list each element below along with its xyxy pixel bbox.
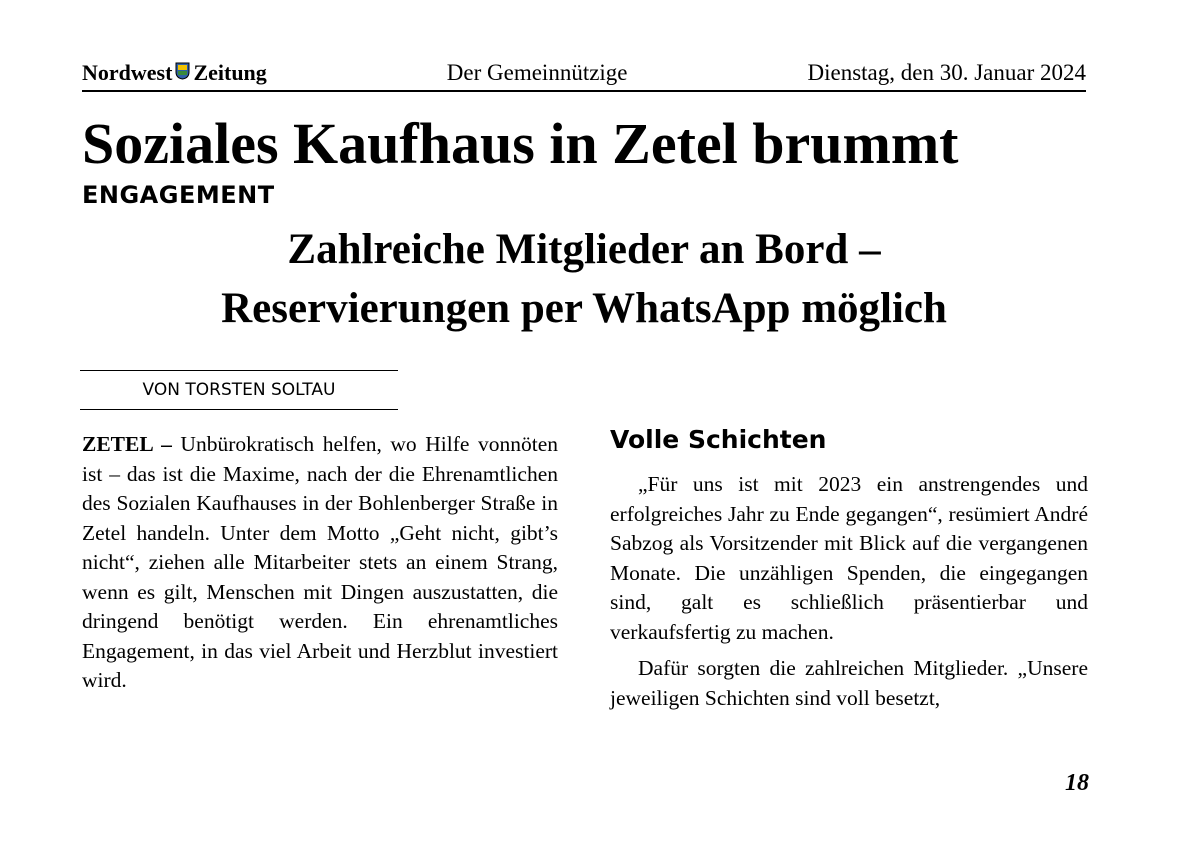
- crest-icon: [175, 60, 190, 86]
- body-paragraph: Dafür sorgten die zahlreichen Mitglieder. „Unsere jeweiligen Schichten sind voll besetzt,: [610, 656, 1088, 710]
- newspaper-logo: [82, 60, 267, 86]
- section-heading: Volle Schichten: [610, 425, 827, 454]
- byline-text: VON TORSTEN SOLTAU: [142, 380, 336, 400]
- body-paragraph: „Für uns ist mit 2023 ein anstrengendes und erfolgreiches Jahr zu Ende gegangen“, resümiert André Sabzog als Vorsitzender mit Blick auf die vergangenen Monate. Die unzähligen Spenden, die eingegangen sind, galt es schließlich präsentierbar und verkaufsfertig zu machen.: [610, 472, 1088, 644]
- kicker: ENGAGEMENT: [82, 181, 275, 209]
- subhead-line-1: Zahlreiche Mitglieder an Bord –: [287, 226, 881, 273]
- lead-text: Unbürokratisch helfen, wo Hilfe vonnöten ist – das ist die Maxime, nach der die Ehrenamtlichen des Sozialen Kaufhauses in der Bohlenberger Straße in Zetel handeln. Unter dem Motto „Geht nicht, gibt’s nicht“, ziehen alle Mitarbeiter stets an einem Strang, wenn es gilt, Menschen mit Dingen auszustatten, die dringend benötigt werden. Ein ehrenamtliches Engagement, in das viel Arbeit und Herzblut investiert wird.: [82, 432, 559, 692]
- section-title: Der Gemeinnützige: [446, 60, 628, 85]
- brand-name-right: Zeitung: [193, 60, 267, 85]
- byline: [80, 370, 398, 410]
- article-column-left: [82, 430, 558, 696]
- page-number: 18: [1065, 770, 1089, 796]
- masthead: [82, 56, 1086, 92]
- issue-date: Dienstag, den 30. Januar 2024: [807, 60, 1086, 85]
- dateline: ZETEL –: [82, 432, 172, 456]
- lead-paragraph: [82, 430, 558, 696]
- brand-name-left: Nordwest: [82, 60, 173, 85]
- article-column-right: [610, 470, 1088, 713]
- headline: Soziales Kaufhaus in Zetel brummt: [82, 111, 959, 176]
- subhead-line-2: Reservierungen per WhatsApp möglich: [221, 285, 947, 332]
- subheadline: [82, 220, 1086, 338]
